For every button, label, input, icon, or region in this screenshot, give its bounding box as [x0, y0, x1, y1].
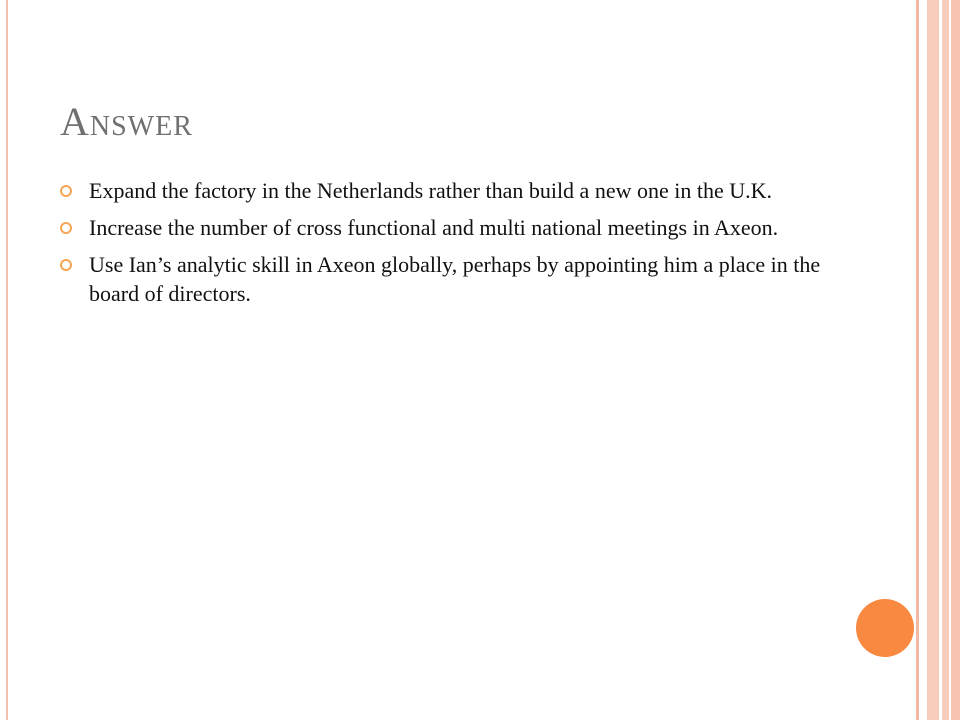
decorative-circle-icon	[856, 599, 914, 657]
slide-title: Answer	[60, 99, 193, 144]
bullet-item	[60, 213, 840, 242]
bullet-text: Increase the number of cross functional and multi national meetings in Axeon.	[89, 215, 779, 240]
band-gap	[919, 0, 927, 720]
band-stripe	[951, 0, 960, 720]
band-stripe	[942, 0, 949, 720]
ring-bullet-icon	[60, 185, 72, 197]
bullet-text: Use Ian’s analytic skill in Axeon globally, perhaps by appointing him a place in the board of directors.	[89, 252, 821, 306]
right-decorative-bands	[916, 0, 960, 720]
bullet-item	[60, 176, 840, 205]
band-stripe	[927, 0, 939, 720]
bullet-list	[60, 176, 840, 316]
ring-bullet-icon	[60, 222, 72, 234]
bullet-text: Expand the factory in the Netherlands rather than build a new one in the U.K.	[89, 178, 772, 203]
bullet-item	[60, 250, 840, 308]
ring-bullet-icon	[60, 259, 72, 271]
left-border-line	[6, 0, 8, 720]
